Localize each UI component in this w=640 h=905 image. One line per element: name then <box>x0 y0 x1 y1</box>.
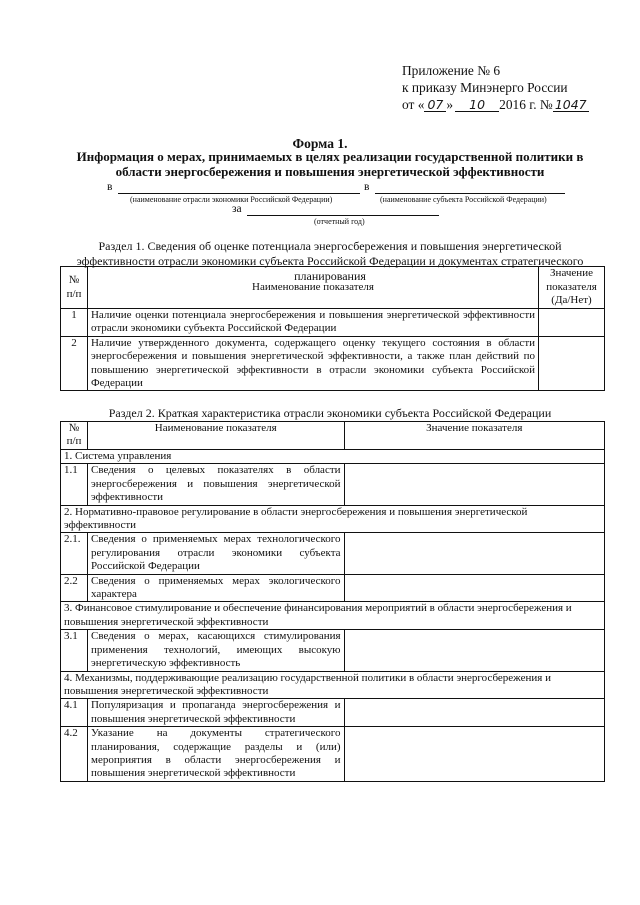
group-row <box>61 671 605 699</box>
section2-table <box>60 421 605 782</box>
row-value-cell <box>344 574 604 602</box>
row-num: 1.1 <box>61 464 88 505</box>
group-title: 4. Механизмы, поддерживающие реализацию государственной политики в области энергосбережения и повышения энергетической эффективности <box>61 671 605 699</box>
section2-title: Раздел 2. Краткая характеристика отрасли экономики субъекта Российской Федерации <box>108 406 552 420</box>
caption-industry: (наименование отрасли экономики Российской Федерации) <box>130 195 333 204</box>
header-value: Значение показателя <box>344 422 604 450</box>
row-num: 4.1 <box>61 699 88 727</box>
row-num: 2 <box>61 336 88 391</box>
fill-label-za: за <box>232 203 242 215</box>
row-value-cell <box>539 309 605 337</box>
group-title: 3. Финансовое стимулирование и обеспечение финансирования мероприятий в области энергосбережения и повышения энергетической эффективности <box>61 602 605 630</box>
row-value-cell <box>344 727 604 782</box>
table-row <box>61 574 605 602</box>
row-num: 4.2 <box>61 727 88 782</box>
table-row <box>61 464 605 505</box>
row-num: 3.1 <box>61 630 88 671</box>
table-row <box>61 336 605 391</box>
row-value-cell <box>344 464 604 505</box>
row-num: 1 <box>61 309 88 337</box>
row-value-cell <box>344 630 604 671</box>
header-name: Наименование показателя <box>87 267 538 309</box>
year-fill-line <box>247 215 439 216</box>
header-name: Наименование показателя <box>87 422 344 450</box>
table-row <box>61 727 605 782</box>
caption-subject: (наименование субъекта Российской Федерации) <box>380 195 547 204</box>
info-title: Информация о мерах, принимаемых в целях реализации государственной политики в области энергосбережения и повышения энергетической эффективности <box>76 149 584 179</box>
header-num: № п/п <box>61 267 88 309</box>
row-text: Сведения о применяемых мерах экологического характера <box>87 574 344 602</box>
table-row <box>61 533 605 574</box>
handwritten-day: 07 <box>424 98 446 112</box>
row-value-cell <box>539 336 605 391</box>
caption-year: (отчетный год) <box>314 217 365 226</box>
group-title: 2. Нормативно-правовое регулирование в области энергосбережения и повышения энергетической эффективности <box>61 505 605 533</box>
header-num: № п/п <box>61 422 88 450</box>
subject-fill-line <box>375 193 565 194</box>
section1-table <box>60 266 605 391</box>
row-value-cell <box>344 699 604 727</box>
table-row <box>61 630 605 671</box>
approval-block <box>402 62 632 113</box>
row-text: Сведения о мерах, касающихся стимулирования применения технологий, имеющих высокую энергетическую эффективность <box>87 630 344 671</box>
group-row <box>61 505 605 533</box>
row-text: Наличие утвержденного документа, содержащего оценку текущего состояния в области энергосбережения и повышения энергетической эффективности, а также план действий по повышению энергетической эффективности в отрасли экономики субъекта Российской Федерации <box>87 336 538 391</box>
table-row <box>61 699 605 727</box>
date-mid: » <box>446 97 454 112</box>
form-label: Форма 1. <box>292 136 348 151</box>
row-text: Сведения о применяемых мерах технологического регулирования отрасли экономики субъекта Российской Федерации <box>87 533 344 574</box>
row-num: 2.1. <box>61 533 88 574</box>
order-date-line <box>402 96 632 113</box>
fill-label-v2: в <box>364 181 370 193</box>
row-text: Указание на документы стратегического планирования, содержащие разделы и (или) мероприятия в области энергосбережения и повышения энергетической эффективности <box>87 727 344 782</box>
group-row <box>61 602 605 630</box>
section1-title: Раздел 1. Сведения об оценке потенциала энергосбережения и повышения энергетической эффективности отрасли экономики субъекта Российской Федерации и документах стратегического планирования <box>76 239 584 283</box>
row-text: Популяризация и пропаганда энергосбережения и повышения энергетической эффективности <box>87 699 344 727</box>
appendix-number: Приложение № 6 <box>402 63 501 78</box>
section2-header-row <box>61 422 605 450</box>
handwritten-month: 10 <box>455 98 499 112</box>
handwritten-order-number: 1047 <box>553 98 589 112</box>
row-text: Сведения о целевых показателях в области энергосбережения и повышения энергетической эффективности <box>87 464 344 505</box>
date-year: 2016 г. № <box>499 97 553 112</box>
section1-header-row <box>61 267 605 309</box>
group-title: 1. Система управления <box>61 450 605 464</box>
order-reference: к приказу Минэнерго России <box>402 80 568 95</box>
row-text: Наличие оценки потенциала энергосбережения и повышения энергетической эффективности отрасли экономики субъекта Российской Федерации <box>87 309 538 337</box>
header-value: Значение показателя (Да/Нет) <box>539 267 605 309</box>
table-row <box>61 309 605 337</box>
date-prefix: от « <box>402 97 425 112</box>
fill-label-v1: в <box>107 181 113 193</box>
industry-fill-line <box>118 193 360 194</box>
row-value-cell <box>344 533 604 574</box>
row-num: 2.2 <box>61 574 88 602</box>
group-row <box>61 450 605 464</box>
